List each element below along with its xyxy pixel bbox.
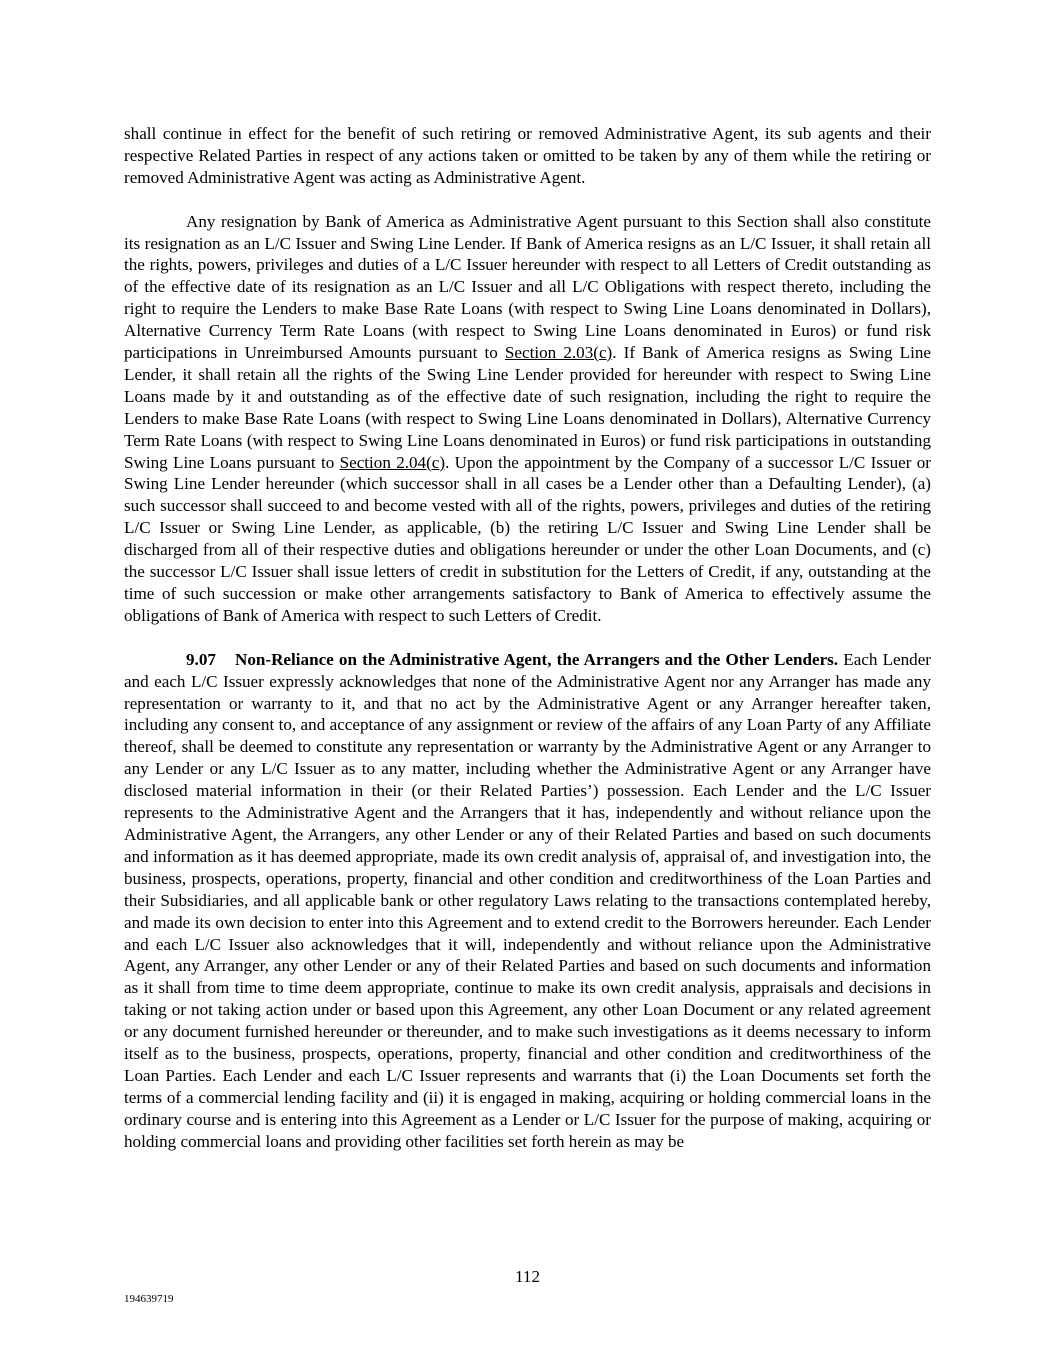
paragraph-text: Any resignation by Bank of America as Administrative Agent pursuant to this Section shall also constitute its resignation as an L/C Issuer and Swing Line Lender. If Bank of America resigns as an L/C Issuer, it shall retain all the rights, powers, privileges and duties of a L/C Issuer hereunder with respect to all Letters of Credit outstanding as of the effective date of its resignation as an L/C Issuer and all L/C Obligations with respect thereto, including the right to require the Lenders to make Base Rate Loans (with respect to Swing Line Loans denominated in Dollars), Alternative Currency Term Rate Loans (with respect to Swing Line Loans denominated in Euros) or fund risk participations in Unreimbursed Amounts pursuant to [124,211,931,363]
paragraph-resignation [124,211,931,627]
document-body [124,123,931,1153]
paragraph-continuation: shall continue in effect for the benefit of such retiring or removed Administrative Agent, its sub agents and their respective Related Parties in respect of any actions taken or omitted to be taken by any of them while the retiring or removed Administrative Agent was acting as Administrative Agent. [124,124,931,187]
page-number: 112 [514,1267,540,1286]
paragraph-text: . If Bank of America resigns as Swing Line Lender, it shall retain all the rights of the Swing Line Lender provided for hereunder with respect to Swing Line Loans made by it and outstanding as of the effective date of such resignation, including the right to require the Lenders to make Base Rate Loans (with respect to Swing Line Loans denominated in Dollars), Alternative Currency Term Rate Loans (with respect to Swing Line Loans denominated in Euros) or fund risk participations in outstanding Swing Line Loans pursuant to [124,343,931,472]
section-heading: Non-Reliance on the Administrative Agent, the Arrangers and the Other Lenders. [235,649,839,669]
paragraph-text: . Upon the appointment by the Company of a successor L/C Issuer or Swing Line Lender hereunder (which successor shall in all cases be a Lender other than a Defaulting Lender), (a) such successor shall succeed to and become vested with all of the rights, powers, privileges and duties of the retiring L/C Issuer or Swing Line Lender, as applicable, (b) the retiring L/C Issuer and Swing Line Lender shall be discharged from all of their respective duties and obligations hereunder or under the other Loan Documents, and (c) the successor L/C Issuer shall issue letters of credit in substitution for the Letters of Credit, if any, outstanding at the time of such succession or make other arrangements satisfactory to Bank of America to effectively assume the obligations of Bank of America with respect to such Letters of Credit. [124,452,932,625]
section-reference-2-04c: Section 2.04(c) [339,452,446,472]
section-9-07 [124,649,931,1153]
section-reference-2-03c: Section 2.03(c) [504,343,613,363]
section-body: Each Lender and each L/C Issuer expressly acknowledges that none of the Administrative Agent nor any Arranger has made any representation or warranty to it, and that no act by the Administrative Agent or any Arranger hereafter taken, including any consent to, and acceptance of any assignment or review of the affairs of any Loan Party of any Affiliate thereof, shall be deemed to constitute any representation or warranty by the Administrative Agent or any Arranger to any Lender or any L/C Issuer as to any matter, including whether the Administrative Agent or any Arranger have disclosed material information in their (or their Related Parties’) possession. Each Lender and the L/C Issuer represents to the Administrative Agent and the Arrangers that it has, independently and without reliance upon the Administrative Agent, the Arrangers, any other Lender or any of their Related Parties and based on such documents and information as it has deemed appropriate, made its own credit analysis of, appraisal of, and investigation into, the business, prospects, operations, property, financial and other condition and creditworthiness of the Loan Parties and their Subsidiaries, and all applicable bank or other regulatory Laws relating to the transactions contemplated hereby, and made its own decision to enter into this Agreement and to extend credit to the Borrowers hereunder. Each Lender and each L/C Issuer also acknowledges that it will, independently and without reliance upon the Administrative Agent, any Arranger, any other Lender or any of their Related Parties and based on such documents and information as it shall from time to time deem appropriate, continue to make its own credit analysis, appraisals and decisions in taking or not taking action under or based upon this Agreement, any other Loan Document or any related agreement or any document furnished hereunder or thereunder, and to make such investigations as it deems necessary to inform itself as to the business, prospects, operations, property, financial and other condition and creditworthiness of the Loan Parties. Each Lender and each L/C Issuer represents and warrants that (i) the Loan Documents set forth the terms of a commercial lending facility and (ii) it is engaged in making, acquiring or holding commercial loans in the ordinary course and is entering into this Agreement as a Lender or L/C Issuer for the purpose of making, acquiring or holding commercial loans and providing other facilities set forth herein as may be [124,649,931,1151]
section-number: 9.07 [186,649,216,669]
document-id: 194639719 [124,1293,174,1305]
